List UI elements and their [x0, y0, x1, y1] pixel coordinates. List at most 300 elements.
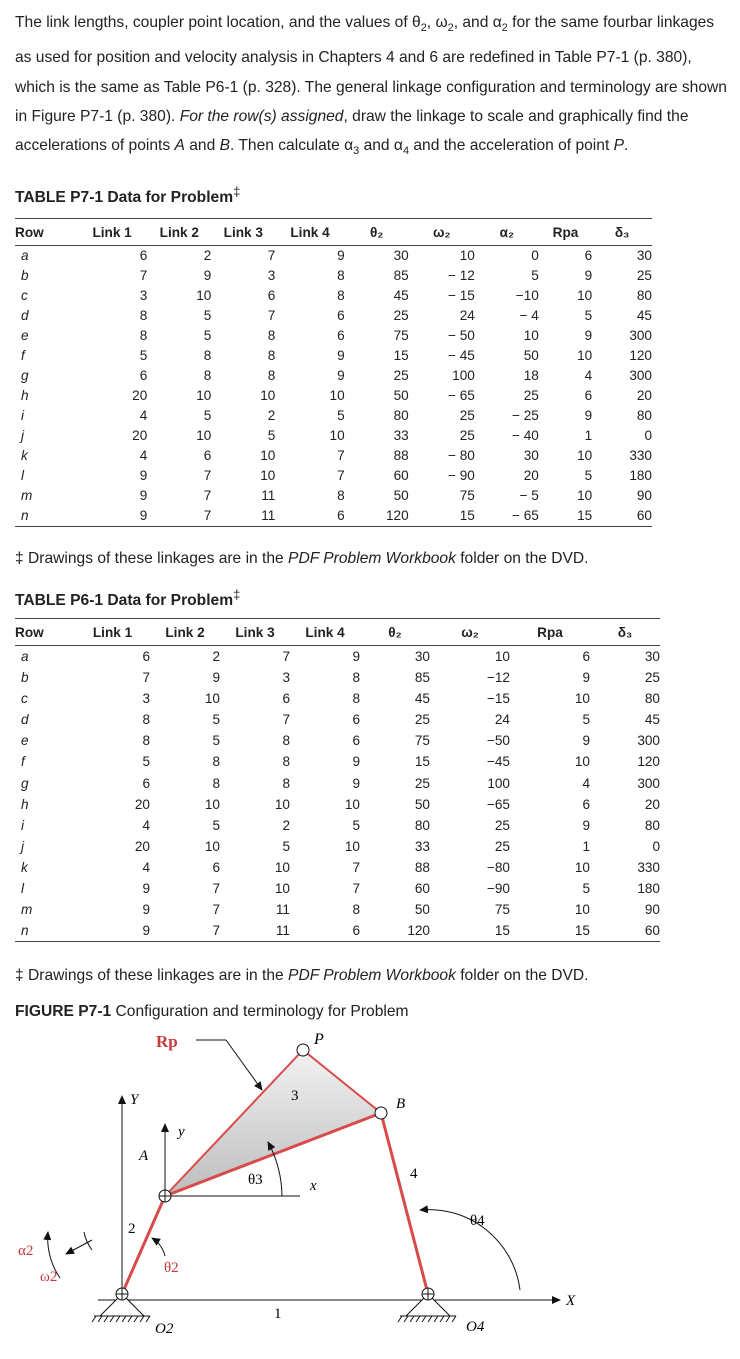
- column-header: Link 1: [77, 219, 147, 246]
- column-header: Link 4: [290, 619, 360, 646]
- table-cell: 8: [212, 754, 220, 770]
- table-cell: 90: [644, 902, 660, 918]
- label-theta3: θ3: [248, 1172, 263, 1188]
- table-cell: 5: [337, 408, 345, 423]
- table-cell: − 65: [512, 508, 539, 523]
- table-cell: 8: [267, 348, 276, 363]
- row-label: k: [21, 859, 28, 875]
- table-cell: 10: [574, 902, 590, 918]
- table-cell: 100: [487, 775, 510, 791]
- table-row: [15, 773, 660, 794]
- column-header: θ₂: [360, 619, 430, 646]
- table-cell: 85: [414, 670, 430, 686]
- table-p7-1-caption: TABLE P7-1 Data for Problem‡: [15, 184, 241, 207]
- table-cell: 20: [523, 468, 539, 483]
- table-cell: − 90: [447, 468, 475, 483]
- table-cell: 10: [577, 488, 593, 503]
- crank-link-2: [122, 1196, 165, 1294]
- table-cell: 8: [203, 348, 212, 363]
- table-row: [15, 878, 660, 899]
- table-cell: 330: [637, 859, 660, 875]
- table-cell: 20: [644, 796, 660, 812]
- table-cell: − 12: [447, 268, 475, 283]
- row-label: j: [21, 428, 25, 443]
- table-cell: 300: [637, 733, 660, 749]
- table-cell: 9: [142, 881, 150, 897]
- table-cell: 8: [139, 308, 148, 323]
- table-cell: 6: [139, 368, 148, 383]
- table-cell: 75: [414, 733, 430, 749]
- column-header: Row: [15, 219, 77, 246]
- table-cell: 5: [531, 268, 539, 283]
- table-row: [15, 899, 660, 920]
- table-cell: 9: [584, 408, 593, 423]
- table-cell: 8: [282, 733, 290, 749]
- table-cell: 3: [282, 670, 290, 686]
- table-cell: 60: [414, 881, 430, 897]
- table-cell: 9: [337, 348, 345, 363]
- table-cell: 8: [267, 368, 276, 383]
- table-cell: − 4: [519, 308, 539, 323]
- table-cell: 5: [352, 817, 360, 833]
- table-cell: 7: [203, 488, 212, 503]
- row-label: i: [21, 408, 25, 423]
- row-label: n: [21, 923, 29, 939]
- table-cell: 5: [142, 754, 150, 770]
- table-cell: 8: [267, 328, 276, 343]
- table-cell: 6: [139, 248, 148, 263]
- table-cell: 8: [282, 775, 290, 791]
- column-header: Link 1: [75, 619, 150, 646]
- table-cell: 30: [523, 448, 539, 463]
- table-cell: 80: [414, 817, 430, 833]
- table-p7-1: [15, 218, 652, 527]
- table-cell: 100: [452, 368, 475, 383]
- table-cell: 25: [459, 408, 475, 423]
- row-label: f: [21, 754, 25, 770]
- table-cell: 4: [142, 859, 150, 875]
- table-cell: 2: [267, 408, 276, 423]
- table-cell: 60: [644, 923, 660, 939]
- table-cell: −90: [486, 881, 510, 897]
- table-cell: 3: [142, 691, 150, 707]
- table-row: [15, 346, 652, 366]
- table-header-row: [15, 619, 660, 646]
- table-cell: 0: [644, 428, 652, 443]
- table-cell: 24: [459, 308, 475, 323]
- label-y-axis: Y: [130, 1092, 139, 1108]
- table-row: [15, 667, 660, 688]
- table-row: [15, 406, 652, 426]
- column-header: ω₂: [430, 619, 510, 646]
- table-cell: 7: [352, 881, 360, 897]
- ground-pivot-o2: [92, 1288, 150, 1322]
- table-cell: 75: [459, 488, 475, 503]
- label-link-2: 2: [128, 1221, 136, 1237]
- table-row: [15, 446, 652, 466]
- row-label: a: [21, 248, 29, 263]
- row-label: m: [21, 488, 33, 503]
- table-cell: 9: [142, 923, 150, 939]
- table-cell: 120: [407, 923, 430, 939]
- table-row: [15, 326, 652, 346]
- table-cell: 9: [582, 733, 590, 749]
- table-cell: − 5: [519, 488, 539, 503]
- table-cell: 10: [274, 881, 290, 897]
- table-cell: 85: [393, 268, 409, 283]
- table-cell: 5: [267, 428, 276, 443]
- table-cell: 8: [337, 288, 345, 303]
- table-cell: 10: [260, 468, 276, 483]
- table-row: [15, 836, 660, 857]
- table-cell: 4: [139, 448, 148, 463]
- table-cell: 1: [584, 428, 593, 443]
- table-row: [15, 286, 652, 306]
- label-o4: O4: [466, 1319, 485, 1335]
- table-cell: 5: [282, 838, 290, 854]
- table-cell: 9: [203, 268, 212, 283]
- table-cell: 8: [142, 712, 150, 728]
- table-cell: 9: [584, 328, 593, 343]
- column-header: Link 2: [150, 619, 220, 646]
- table-cell: 8: [203, 368, 212, 383]
- table-cell: − 25: [512, 408, 539, 423]
- table-cell: 75: [393, 328, 409, 343]
- theta2-arc: [152, 1238, 165, 1256]
- table-row: [15, 266, 652, 286]
- table-cell: 6: [282, 691, 290, 707]
- row-label: f: [21, 348, 25, 363]
- label-b: B: [396, 1096, 406, 1112]
- column-header: ω₂: [409, 219, 475, 246]
- table-row: [15, 688, 660, 709]
- table-cell: 60: [636, 508, 652, 523]
- table-cell: 2: [203, 248, 212, 263]
- problem-statement: The link lengths, coupler point location, and the values of $\theta_2$, $\omega_2$, and $\alpha_2$ for the same fourbar linkages as used for position and velocity analysis in Chapters 4 and 6 are redefined in Table P7-1 (p. 380), which is the same as Table P6-1 (p. 328). The general linkage configuration and terminology are shown in Figure P7-1 (p. 380). For the row(s) assigned, draw the linkage to scale and graphically find the accelerations of points A and B. Then calculate $\alpha_3$ and $\alpha_4$ and the acceleration of point P.: [15, 14, 727, 158]
- table-cell: 5: [203, 408, 212, 423]
- table-cell: 9: [584, 268, 593, 283]
- column-header: δ₃: [592, 219, 652, 246]
- table-cell: 5: [203, 328, 212, 343]
- table-cell: 5: [203, 308, 212, 323]
- table-cell: 9: [337, 248, 345, 263]
- table-cell: 7: [203, 468, 212, 483]
- row-label: i: [21, 817, 25, 833]
- row-label: d: [21, 712, 29, 728]
- table-cell: 10: [494, 649, 510, 664]
- table-cell: 15: [414, 754, 430, 770]
- label-x-axis: X: [566, 1293, 576, 1309]
- table-cell: 10: [574, 754, 590, 770]
- label-link-3: 3: [291, 1088, 299, 1104]
- table-cell: −12: [486, 670, 510, 686]
- table-cell: 4: [582, 775, 590, 791]
- table-cell: 10: [196, 428, 212, 443]
- table-cell: 6: [337, 508, 345, 523]
- table-cell: 50: [414, 902, 430, 918]
- table-cell: 10: [260, 448, 276, 463]
- table-cell: 8: [352, 902, 360, 918]
- table-cell: 1: [582, 838, 590, 854]
- table-cell: 80: [393, 408, 409, 423]
- table-cell: 30: [644, 649, 660, 664]
- column-header: Row: [15, 619, 75, 646]
- table-cell: 9: [139, 488, 148, 503]
- table-cell: 80: [644, 691, 660, 707]
- table-row: [15, 486, 652, 506]
- table-cell: 45: [393, 288, 409, 303]
- table-cell: 20: [134, 796, 150, 812]
- table-cell: 10: [196, 288, 212, 303]
- column-header: Rpa: [510, 619, 590, 646]
- table-cell: 8: [352, 670, 360, 686]
- column-header: Link 3: [220, 619, 290, 646]
- omega2-arrow: [66, 1240, 92, 1254]
- table-cell: 3: [139, 288, 148, 303]
- table-cell: 88: [393, 448, 409, 463]
- table-cell: 33: [414, 838, 430, 854]
- table-cell: 80: [636, 408, 652, 423]
- table-cell: 50: [393, 388, 409, 403]
- table-cell: 8: [212, 775, 220, 791]
- table-cell: 9: [139, 508, 148, 523]
- table-cell: −45: [486, 754, 510, 770]
- table-cell: 10: [577, 448, 593, 463]
- table-cell: 5: [139, 348, 148, 363]
- table-cell: 5: [212, 817, 220, 833]
- table-cell: 7: [212, 881, 220, 897]
- table-cell: 300: [637, 775, 660, 791]
- table-cell: −10: [515, 288, 539, 303]
- label-link-1: 1: [274, 1306, 282, 1322]
- table-cell: 8: [352, 691, 360, 707]
- linkage-diagram: [0, 1020, 740, 1359]
- table-cell: 15: [459, 508, 475, 523]
- row-label: c: [21, 691, 28, 707]
- table-row: [15, 366, 652, 386]
- row-label: h: [21, 796, 29, 812]
- table-cell: − 80: [447, 448, 475, 463]
- label-omega2: ω2: [40, 1269, 58, 1285]
- table-cell: 80: [644, 817, 660, 833]
- ground-pivot-o4: [398, 1288, 456, 1322]
- table-cell: 10: [329, 428, 345, 443]
- table-cell: 24: [494, 712, 510, 728]
- table-cell: 9: [352, 775, 360, 791]
- table-cell: 0: [531, 248, 539, 263]
- table-cell: 7: [267, 308, 276, 323]
- row-label: n: [21, 508, 29, 523]
- table-p6-1-caption: TABLE P6-1 Data for Problem‡: [15, 587, 241, 610]
- rocker-link-4: [381, 1113, 428, 1294]
- table-cell: 25: [414, 775, 430, 791]
- table-cell: 11: [275, 902, 290, 918]
- column-header: Link 2: [147, 219, 211, 246]
- label-local-y: y: [178, 1124, 185, 1140]
- table-cell: − 45: [447, 348, 475, 363]
- table-cell: 8: [282, 754, 290, 770]
- table-cell: 25: [523, 388, 539, 403]
- table-cell: 10: [574, 859, 590, 875]
- table-cell: 120: [386, 508, 409, 523]
- rp-arrow: [226, 1040, 262, 1090]
- table-cell: 6: [337, 308, 345, 323]
- table-cell: 8: [142, 733, 150, 749]
- table-cell: 4: [142, 817, 150, 833]
- table-cell: 25: [494, 817, 510, 833]
- table-cell: 10: [260, 388, 276, 403]
- table-cell: 8: [139, 328, 148, 343]
- table-cell: 10: [577, 348, 593, 363]
- row-label: l: [21, 881, 25, 897]
- table-cell: 330: [629, 448, 652, 463]
- table-cell: 10: [274, 796, 290, 812]
- table-cell: −50: [486, 733, 510, 749]
- table-cell: 25: [494, 838, 510, 854]
- table-cell: 300: [629, 368, 652, 383]
- label-theta2: θ2: [164, 1260, 179, 1276]
- column-header: δ₃: [590, 619, 660, 646]
- table-cell: 20: [132, 428, 148, 443]
- row-label: b: [21, 670, 29, 686]
- table-cell: 15: [577, 508, 593, 523]
- table-cell: 10: [344, 796, 360, 812]
- table-cell: 15: [574, 923, 590, 939]
- table-cell: 10: [329, 388, 345, 403]
- table-cell: 7: [282, 712, 290, 728]
- table-cell: 25: [393, 308, 409, 323]
- table-cell: 9: [352, 649, 360, 664]
- label-theta4: θ4: [470, 1213, 485, 1229]
- table-cell: 9: [582, 670, 590, 686]
- table-cell: 4: [584, 368, 593, 383]
- table-cell: 18: [523, 368, 539, 383]
- table-cell: 20: [134, 838, 150, 854]
- table-row: [15, 857, 660, 878]
- row-label: b: [21, 268, 29, 283]
- table-cell: 30: [414, 649, 430, 664]
- table-cell: 7: [267, 248, 276, 263]
- table-cell: 11: [261, 488, 276, 503]
- table-cell: 88: [414, 859, 430, 875]
- table-cell: 9: [212, 670, 220, 686]
- row-label: g: [21, 775, 29, 791]
- table-cell: 6: [352, 923, 360, 939]
- table-cell: 5: [582, 712, 590, 728]
- table-cell: 45: [644, 712, 660, 728]
- table-cell: 6: [582, 796, 590, 812]
- table-cell: 5: [582, 881, 590, 897]
- table-row: [15, 246, 652, 267]
- row-label: a: [21, 649, 29, 664]
- table-cell: 120: [637, 754, 660, 770]
- table-cell: 6: [212, 859, 220, 875]
- table-cell: 90: [636, 488, 652, 503]
- table-cell: 300: [629, 328, 652, 343]
- table-cell: 10: [196, 388, 212, 403]
- table-cell: − 65: [447, 388, 475, 403]
- table-cell: 10: [459, 248, 475, 263]
- table-cell: 30: [636, 248, 652, 263]
- table-cell: − 40: [512, 428, 539, 443]
- table-row: [15, 709, 660, 730]
- table-cell: 10: [577, 288, 593, 303]
- column-header: θ₂: [345, 219, 409, 246]
- table-cell: 20: [132, 388, 148, 403]
- table-cell: 6: [582, 649, 590, 664]
- table-cell: 10: [344, 838, 360, 854]
- table-cell: 180: [637, 881, 660, 897]
- table-cell: 75: [494, 902, 510, 918]
- table-cell: 7: [337, 448, 345, 463]
- table-cell: 8: [337, 488, 345, 503]
- table-cell: 25: [393, 368, 409, 383]
- label-link-4: 4: [410, 1166, 418, 1182]
- coupler-link: [165, 1050, 381, 1196]
- table-cell: 33: [393, 428, 409, 443]
- table-cell: 15: [494, 923, 510, 939]
- label-rp: Rp: [156, 1032, 178, 1051]
- table-p6-1-footnote: ‡ Drawings of these linkages are in the PDF Problem Workbook folder on the DVD.: [15, 967, 589, 984]
- table-cell: 5: [584, 308, 593, 323]
- table-cell: 5: [212, 712, 220, 728]
- table-cell: 10: [204, 691, 220, 707]
- table-cell: 9: [142, 902, 150, 918]
- table-cell: 7: [337, 468, 345, 483]
- table-cell: 180: [629, 468, 652, 483]
- table-cell: 20: [636, 388, 652, 403]
- table-cell: 10: [274, 859, 290, 875]
- table-cell: 7: [139, 268, 148, 283]
- table-cell: 6: [267, 288, 276, 303]
- table-cell: 80: [636, 288, 652, 303]
- table-row: [15, 920, 660, 942]
- row-label: d: [21, 308, 29, 323]
- pin-p: [297, 1044, 309, 1056]
- table-row: [15, 646, 660, 668]
- table-cell: 10: [523, 328, 539, 343]
- table-p7-1-footnote: ‡ Drawings of these linkages are in the PDF Problem Workbook folder on the DVD.: [15, 550, 589, 567]
- table-cell: 6: [584, 248, 593, 263]
- table-cell: 9: [352, 754, 360, 770]
- table-cell: 4: [139, 408, 148, 423]
- table-cell: 6: [337, 328, 345, 343]
- table-cell: 5: [212, 733, 220, 749]
- table-row: [15, 506, 652, 527]
- table-cell: 15: [393, 348, 409, 363]
- label-p: P: [314, 1031, 324, 1048]
- table-row: [15, 466, 652, 486]
- table-cell: −65: [486, 796, 510, 812]
- table-cell: 25: [644, 670, 660, 686]
- column-header: Link 4: [275, 219, 344, 246]
- table-cell: 25: [414, 712, 430, 728]
- table-cell: 50: [393, 488, 409, 503]
- row-label: e: [21, 328, 29, 343]
- table-cell: 7: [282, 649, 290, 664]
- table-row: [15, 751, 660, 772]
- pin-a: [159, 1190, 171, 1202]
- table-cell: 3: [267, 268, 276, 283]
- table-cell: 10: [204, 796, 220, 812]
- table-cell: 50: [523, 348, 539, 363]
- row-label: h: [21, 388, 29, 403]
- table-cell: 6: [352, 733, 360, 749]
- table-row: [15, 730, 660, 751]
- figure-p7-1-caption: FIGURE P7-1 Configuration and terminology for Problem: [15, 1003, 409, 1020]
- table-row: [15, 306, 652, 326]
- table-row: [15, 815, 660, 836]
